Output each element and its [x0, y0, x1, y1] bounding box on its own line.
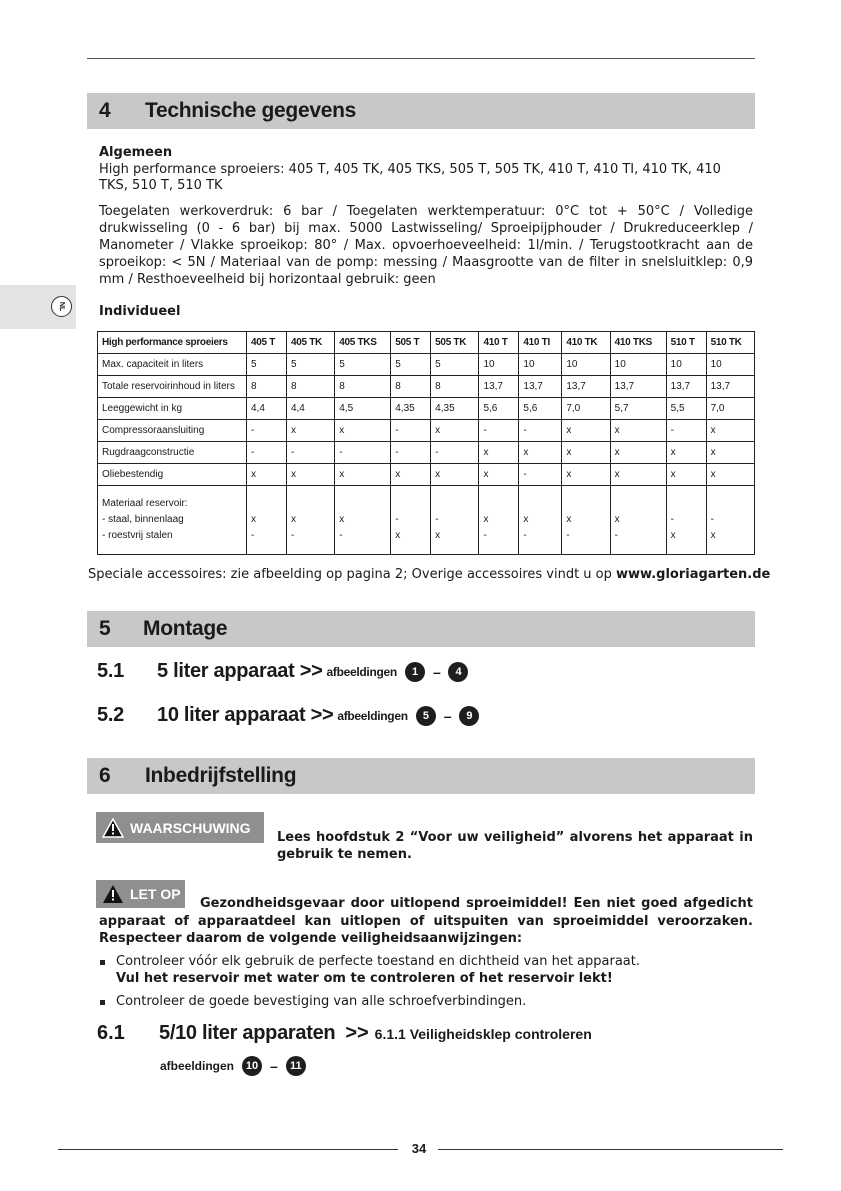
table-cell: 10 [666, 354, 706, 376]
accessories-paragraph [88, 567, 770, 582]
table-cell [286, 486, 334, 555]
safety-list [99, 953, 753, 1016]
subsection-number: 5.2 [97, 704, 124, 726]
subsection-5-1 [97, 660, 468, 683]
table-cell: 4,35 [391, 398, 431, 420]
warning-text: Lees hoofdstuk 2 “Voor uw veiligheid” alvorens het apparaat in gebruik te nemen. [277, 830, 753, 862]
steel-value: x [566, 514, 572, 525]
table-cell: 5,5 [666, 398, 706, 420]
table-cell: 13,7 [519, 376, 562, 398]
range-dash: – [432, 663, 441, 680]
subsection-number: 6.1 [97, 1022, 125, 1044]
table-cell: 5,7 [610, 398, 666, 420]
page-number: 34 [411, 1141, 427, 1156]
bullet-text: Controleer de goede bevestiging van alle schroefverbindingen. [116, 994, 527, 1009]
subsection-title: 5 liter apparaat >> [157, 660, 323, 682]
table-header-cell: 505 TK [431, 332, 479, 354]
table-header-cell: 405 T [247, 332, 287, 354]
table-cell: 10 [519, 354, 562, 376]
stainless-value: - [483, 530, 487, 541]
table-cell: 13,7 [479, 376, 519, 398]
table-cell: x [335, 420, 391, 442]
individual-heading: Individueel [99, 304, 181, 319]
table-header-cell: 405 TK [286, 332, 334, 354]
table-cell: x [391, 464, 431, 486]
table-cell: 4,4 [247, 398, 287, 420]
range-dash: – [270, 1058, 278, 1074]
table-cell: x [247, 464, 287, 486]
table-cell: - [479, 420, 519, 442]
row-label-line: Materiaal reservoir: [102, 498, 188, 509]
stainless-value: - [290, 530, 295, 541]
table-cell: x [666, 442, 706, 464]
table-cell: 13,7 [666, 376, 706, 398]
table-cell: 5,6 [519, 398, 562, 420]
table-cell [335, 486, 391, 555]
table-cell [431, 486, 479, 555]
table-cell [610, 486, 666, 555]
table-cell: 10 [706, 354, 754, 376]
stainless-value: - [523, 530, 527, 541]
stainless-value: - [566, 530, 570, 541]
spec-paragraph: Toegelaten werkoverdruk: 6 bar / Toegelaten werktemperatuur: 0°C tot + 50°C / Volledige drukwisseling (0 - 6 bar) bij max. 5000 Lastwisseling/ Sproeipijphouder / Drukreduceerklep / Manometer / Vlakke sproeikop: 80° / Max. opvoerhoeveelheid: 1l/min. / Terugstootkracht aan de sproeikop: < 5N / Materiaal van de pomp: messing / Maasgrootte van de filter in snelsluitklep: 0,9 mm / Resthoeveelheid bij horizontaal gebruik: geen [99, 204, 753, 287]
table-header-cell: 505 T [391, 332, 431, 354]
section-4-header [87, 93, 755, 129]
caution-body: apparaat of apparaatdeel kan uitlopen of uitspuiten van sproeimiddel veroorzaken. Respecteer daarom de volgende veiligheidsaanwijzingen: [99, 914, 753, 946]
caution-heading: Gezondheidsgevaar door uitlopend sproeimiddel! Een niet goed afgedicht [200, 896, 753, 911]
table-cell: - [286, 442, 334, 464]
list-item [99, 993, 753, 1010]
row-label-cell [98, 486, 247, 555]
table-cell: - [391, 420, 431, 442]
bullet-bold-text: Vul het reservoir met water om te controleren of het reservoir lekt! [116, 971, 613, 986]
figure-label: afbeeldingen [160, 1059, 235, 1073]
table-cell: 4,35 [431, 398, 479, 420]
table-cell: - [519, 420, 562, 442]
table-row [98, 376, 755, 398]
table-row [98, 486, 755, 555]
table-cell: x [610, 464, 666, 486]
figure-number-badge: 5 [416, 706, 436, 726]
figure-reference-6-1 [160, 1056, 306, 1076]
steel-value: - [395, 514, 399, 525]
table-cell: 5,6 [479, 398, 519, 420]
list-item [99, 953, 753, 987]
table-cell [666, 486, 706, 555]
table-cell [706, 486, 754, 555]
table-cell: 7,0 [706, 398, 754, 420]
table-cell [391, 486, 431, 555]
section-number: 4 [99, 99, 111, 122]
bullet-text: Controleer vóór elk gebruik de perfecte toestand en dichtheid van het apparaat. [116, 954, 640, 969]
table-cell: x [610, 442, 666, 464]
table-cell [479, 486, 519, 555]
table-row [98, 398, 755, 420]
stainless-value: x [710, 530, 716, 541]
table-cell: x [335, 464, 391, 486]
steel-value: x [339, 514, 345, 525]
figure-number-badge: 4 [448, 662, 468, 682]
accessories-text: Speciale accessoires: zie afbeelding op pagina 2; Overige accessoires vindt u op [88, 567, 617, 582]
row-label-cell: Leeggewicht in kg [98, 398, 247, 420]
table-cell: 4,4 [286, 398, 334, 420]
subsection-6-1 [97, 1022, 592, 1045]
table-cell: - [391, 442, 431, 464]
accessories-link[interactable]: www.gloriagarten.de [616, 567, 771, 582]
subsubsection-title: 6.1.1 Veiligheidsklep controleren [374, 1025, 592, 1042]
section-title: Montage [143, 617, 228, 640]
section-title: Inbedrijfstelling [145, 764, 297, 787]
table-cell: x [562, 464, 610, 486]
table-header-cell: 510 T [666, 332, 706, 354]
figure-number-badge: 11 [286, 1056, 306, 1076]
figure-number-badge: 9 [459, 706, 479, 726]
figure-label: afbeeldingen [326, 664, 397, 679]
stainless-value: x [435, 530, 441, 541]
table-cell: 13,7 [610, 376, 666, 398]
table-cell: x [286, 464, 334, 486]
table-cell: - [247, 442, 287, 464]
table-cell: 8 [431, 376, 479, 398]
row-label-cell: Oliebestendig [98, 464, 247, 486]
stainless-value: - [339, 530, 343, 541]
steel-value: x [290, 514, 296, 525]
steel-value: x [523, 514, 529, 525]
table-cell: - [666, 420, 706, 442]
table-header-cell: 410 TK [562, 332, 610, 354]
stainless-value: - [614, 530, 618, 541]
table-header-cell: 510 TK [706, 332, 754, 354]
table-row [98, 442, 755, 464]
row-label-cell: Max. capaciteit in liters [98, 354, 247, 376]
table-row [98, 464, 755, 486]
table-cell: x [431, 464, 479, 486]
figure-number-badge: 10 [242, 1056, 262, 1076]
table-cell: 10 [479, 354, 519, 376]
row-label-line: - roestvrij stalen [102, 530, 173, 541]
table-cell: 10 [610, 354, 666, 376]
table-cell: x [706, 420, 754, 442]
table-cell: - [335, 442, 391, 464]
row-label-cell: Compressoraansluiting [98, 420, 247, 442]
table-cell: x [519, 442, 562, 464]
stainless-value: x [670, 530, 676, 541]
table-header-cell: 410 TI [519, 332, 562, 354]
table-cell: - [431, 442, 479, 464]
caution-label [96, 880, 185, 908]
table-cell: x [666, 464, 706, 486]
steel-value: - [710, 514, 714, 525]
table-cell: 5 [431, 354, 479, 376]
table-header-row [98, 332, 755, 354]
table-cell [562, 486, 610, 555]
table-cell: x [286, 420, 334, 442]
table-cell [519, 486, 562, 555]
stainless-value: - [251, 530, 255, 541]
table-cell: 5 [391, 354, 431, 376]
caution-label-text: LET OP [130, 886, 181, 902]
table-cell: x [479, 464, 519, 486]
section-5-header [87, 611, 755, 647]
steel-value: x [251, 514, 256, 525]
table-row [98, 354, 755, 376]
table-cell: 8 [335, 376, 391, 398]
figure-label: afbeeldingen [337, 708, 408, 723]
subsection-title: 5/10 liter apparaten [159, 1022, 336, 1044]
table-cell: 7,0 [562, 398, 610, 420]
table-cell: x [562, 420, 610, 442]
table-cell: x [431, 420, 479, 442]
specs-table [97, 331, 755, 555]
figure-number-badge: 1 [405, 662, 425, 682]
table-cell: 13,7 [706, 376, 754, 398]
table-cell: 13,7 [562, 376, 610, 398]
caution-triangle-icon [102, 884, 124, 904]
table-cell: x [610, 420, 666, 442]
table-header-cell: High performance sproeiers [98, 332, 247, 354]
subsection-5-2 [97, 704, 479, 727]
table-cell: 5 [247, 354, 287, 376]
warning-triangle-icon [102, 818, 124, 838]
steel-value: - [670, 514, 674, 525]
table-cell: - [519, 464, 562, 486]
row-label-cell: Totale reservoirinhoud in liters [98, 376, 247, 398]
top-rule [87, 58, 755, 59]
table-cell: 8 [286, 376, 334, 398]
table-row [98, 420, 755, 442]
steel-value: x [483, 514, 489, 525]
table-cell: 8 [247, 376, 287, 398]
section-6-header [87, 758, 755, 794]
table-cell: 8 [391, 376, 431, 398]
table-cell: 4,5 [335, 398, 391, 420]
table-cell: x [706, 442, 754, 464]
language-badge: NL [51, 296, 72, 317]
table-cell: x [706, 464, 754, 486]
table-cell: 5 [286, 354, 334, 376]
range-dash: – [443, 707, 452, 724]
steel-value: x [614, 514, 620, 525]
warning-label-text: WAARSCHUWING [130, 819, 251, 836]
table-cell: x [479, 442, 519, 464]
warning-label [96, 812, 264, 843]
subsection-title: 10 liter apparaat >> [157, 704, 334, 726]
stainless-value: x [395, 530, 401, 541]
table-cell: x [562, 442, 610, 464]
footer-rule-left [58, 1149, 398, 1150]
table-header-cell: 410 T [479, 332, 519, 354]
models-paragraph: High performance sproeiers: 405 T, 405 TK, 405 TKS, 505 T, 505 TK, 410 T, 410 TI, 410 TK, 410 TKS, 510 T, 510 TK [99, 162, 721, 193]
table-cell: 5 [335, 354, 391, 376]
table-header-cell: 410 TKS [610, 332, 666, 354]
table-cell: 10 [562, 354, 610, 376]
row-label-line: - staal, binnenlaag [102, 514, 184, 525]
table-header-cell: 405 TKS [335, 332, 391, 354]
footer-rule-right [438, 1149, 783, 1150]
section-title: Technische gegevens [145, 99, 356, 122]
steel-value: - [435, 514, 439, 525]
section-number: 6 [99, 764, 111, 787]
section-number: 5 [99, 617, 111, 640]
subsection-arrow: >> [345, 1022, 369, 1044]
subsection-number: 5.1 [97, 660, 124, 682]
table-cell: - [247, 420, 287, 442]
table-cell [247, 486, 287, 555]
row-label-cell: Rugdraagconstructie [98, 442, 247, 464]
general-heading: Algemeen [99, 145, 173, 160]
